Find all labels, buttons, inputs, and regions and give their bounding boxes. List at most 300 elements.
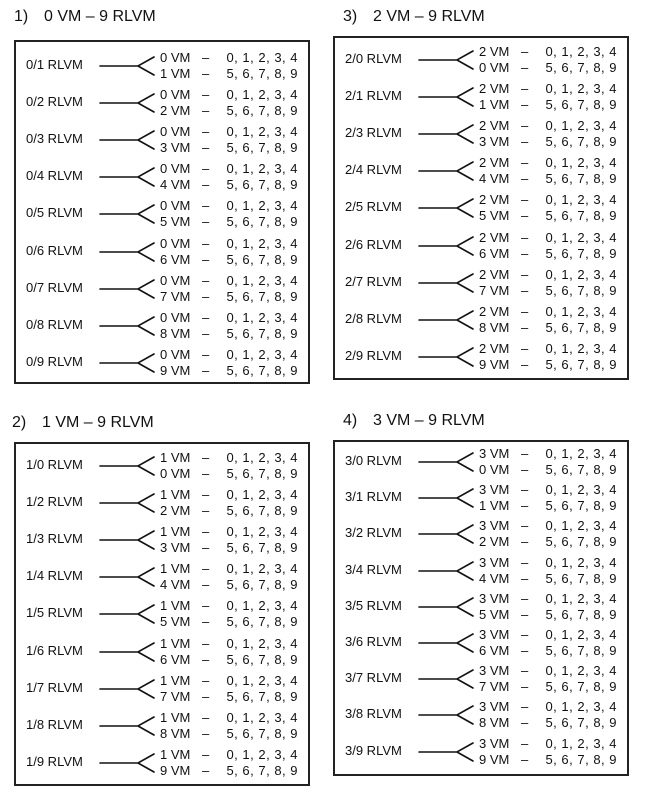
- vm-bottom: 1 VM: [479, 97, 510, 113]
- digits-top: 0, 1, 2, 3, 4: [226, 272, 298, 288]
- list-item: [16, 234, 308, 270]
- rlvm-label: 1/0 RLVM: [26, 457, 83, 472]
- fork-connector-icon: [98, 634, 156, 670]
- dash-separator: –: [202, 635, 210, 651]
- digits-top: 0, 1, 2, 3, 4: [226, 746, 298, 762]
- group-box: [14, 442, 310, 786]
- list-item: [16, 271, 308, 307]
- vm-bottom: 5 VM: [479, 606, 510, 622]
- vm-bottom: 8 VM: [160, 325, 191, 341]
- list-item: [335, 153, 627, 189]
- digits-bottom: 5, 6, 7, 8, 9: [226, 251, 298, 267]
- digits-bottom: 5, 6, 7, 8, 9: [226, 140, 298, 156]
- group-box: [14, 40, 310, 384]
- fork-connector-icon: [417, 228, 475, 264]
- digits-bottom: 5, 6, 7, 8, 9: [226, 103, 298, 119]
- list-item: [335, 302, 627, 338]
- digits-top: 0, 1, 2, 3, 4: [545, 446, 617, 461]
- digits-top: 0, 1, 2, 3, 4: [226, 198, 298, 214]
- vm-bottom: 8 VM: [479, 319, 510, 335]
- fork-connector-icon: [98, 85, 156, 121]
- vm-top: 3 VM: [479, 446, 510, 461]
- digits-bottom: 5, 6, 7, 8, 9: [226, 66, 298, 81]
- digits-bottom: 5, 6, 7, 8, 9: [226, 214, 298, 230]
- dash-separator: –: [202, 614, 210, 630]
- dash-separator: –: [202, 561, 210, 577]
- dash-separator: –: [202, 466, 210, 481]
- digits-top: 0, 1, 2, 3, 4: [545, 340, 617, 356]
- list-item: [335, 553, 627, 589]
- dash-separator: –: [521, 97, 529, 113]
- fork-connector-icon: [417, 480, 475, 516]
- digits-bottom: 5, 6, 7, 8, 9: [226, 288, 298, 304]
- rlvm-label: 0/2 RLVM: [26, 94, 83, 110]
- dash-separator: –: [202, 140, 210, 156]
- vm-top: 1 VM: [160, 709, 191, 725]
- dash-separator: –: [521, 715, 529, 731]
- dash-separator: –: [521, 208, 529, 224]
- fork-connector-icon: [98, 196, 156, 232]
- dash-separator: –: [202, 362, 210, 378]
- dash-separator: –: [202, 540, 210, 556]
- digits-bottom: 5, 6, 7, 8, 9: [226, 762, 298, 778]
- digits-bottom: 5, 6, 7, 8, 9: [545, 171, 617, 187]
- dash-separator: –: [521, 627, 529, 642]
- vm-top: 1 VM: [160, 746, 191, 762]
- dash-separator: –: [202, 688, 210, 704]
- vm-bottom: 0 VM: [479, 60, 510, 75]
- list-item: [16, 745, 308, 781]
- group-number: 4): [343, 412, 358, 429]
- vm-top: 3 VM: [479, 482, 510, 498]
- rlvm-label: 3/0 RLVM: [345, 453, 402, 468]
- dash-separator: –: [202, 346, 210, 362]
- dash-separator: –: [202, 651, 210, 667]
- dash-separator: –: [202, 124, 210, 140]
- list-item: [335, 589, 627, 625]
- dash-separator: –: [521, 554, 529, 570]
- rlvm-label: 1/7 RLVM: [26, 679, 83, 695]
- vm-top: 3 VM: [479, 627, 510, 642]
- dash-separator: –: [521, 462, 529, 477]
- vm-top: 2 VM: [479, 192, 510, 208]
- list-item: [335, 79, 627, 115]
- vm-top: 0 VM: [160, 50, 191, 65]
- vm-bottom: 6 VM: [160, 251, 191, 267]
- digits-top: 0, 1, 2, 3, 4: [226, 561, 298, 577]
- vm-top: 0 VM: [160, 161, 191, 177]
- vm-top: 2 VM: [479, 340, 510, 356]
- rlvm-label: 2/5 RLVM: [345, 199, 402, 215]
- list-item: [335, 42, 627, 78]
- dash-separator: –: [521, 319, 529, 335]
- dash-separator: –: [521, 44, 529, 59]
- dash-separator: –: [202, 161, 210, 177]
- rlvm-label: 0/6 RLVM: [26, 242, 83, 258]
- digits-bottom: 5, 6, 7, 8, 9: [226, 325, 298, 341]
- digits-bottom: 5, 6, 7, 8, 9: [226, 177, 298, 193]
- vm-top: 3 VM: [479, 554, 510, 570]
- fork-connector-icon: [98, 596, 156, 632]
- rlvm-label: 2/3 RLVM: [345, 125, 402, 141]
- list-item: [16, 122, 308, 158]
- vm-bottom: 6 VM: [479, 245, 510, 261]
- dash-separator: –: [521, 446, 529, 461]
- rlvm-label: 2/9 RLVM: [345, 347, 402, 363]
- vm-top: 2 VM: [479, 266, 510, 282]
- vm-bottom: 4 VM: [479, 171, 510, 187]
- rlvm-label: 2/0 RLVM: [345, 51, 402, 66]
- digits-top: 0, 1, 2, 3, 4: [545, 699, 617, 715]
- digits-top: 0, 1, 2, 3, 4: [545, 192, 617, 208]
- fork-connector-icon: [417, 516, 475, 552]
- group-title: 3 VM – 9 RLVM: [373, 412, 485, 429]
- digits-bottom: 5, 6, 7, 8, 9: [545, 498, 617, 514]
- digits-bottom: 5, 6, 7, 8, 9: [545, 208, 617, 224]
- rlvm-label: 1/3 RLVM: [26, 531, 83, 547]
- fork-connector-icon: [98, 745, 156, 781]
- vm-top: 1 VM: [160, 487, 191, 503]
- list-item: [335, 516, 627, 552]
- rlvm-label: 3/7 RLVM: [345, 670, 402, 686]
- dash-separator: –: [521, 643, 529, 658]
- list-item: [16, 159, 308, 195]
- digits-bottom: 5, 6, 7, 8, 9: [226, 540, 298, 556]
- list-item: [335, 734, 627, 770]
- vm-bottom: 9 VM: [160, 762, 191, 778]
- dash-separator: –: [202, 66, 210, 81]
- list-item: [335, 480, 627, 516]
- rlvm-label: 3/8 RLVM: [345, 706, 402, 722]
- dash-separator: –: [521, 498, 529, 514]
- rlvm-label: 1/6 RLVM: [26, 642, 83, 658]
- digits-top: 0, 1, 2, 3, 4: [226, 161, 298, 177]
- rlvm-label: 1/4 RLVM: [26, 568, 83, 584]
- dash-separator: –: [521, 663, 529, 679]
- fork-connector-icon: [98, 271, 156, 307]
- vm-bottom: 2 VM: [160, 503, 191, 519]
- group-box: [333, 440, 629, 776]
- digits-top: 0, 1, 2, 3, 4: [545, 735, 617, 751]
- vm-bottom: 1 VM: [479, 498, 510, 514]
- dash-separator: –: [521, 751, 529, 767]
- vm-top: 0 VM: [160, 198, 191, 214]
- fork-connector-icon: [98, 522, 156, 558]
- rlvm-label: 1/8 RLVM: [26, 716, 83, 732]
- fork-connector-icon: [417, 302, 475, 338]
- list-item: [16, 345, 308, 381]
- digits-top: 0, 1, 2, 3, 4: [545, 482, 617, 498]
- group-title: 0 VM – 9 RLVM: [44, 8, 156, 25]
- dash-separator: –: [521, 482, 529, 498]
- vm-bottom: 7 VM: [160, 688, 191, 704]
- fork-connector-icon: [98, 48, 156, 84]
- dash-separator: –: [521, 171, 529, 187]
- group-heading: [14, 8, 156, 26]
- dash-separator: –: [521, 534, 529, 550]
- dash-separator: –: [521, 229, 529, 245]
- rlvm-label: 2/1 RLVM: [345, 88, 402, 104]
- digits-top: 0, 1, 2, 3, 4: [226, 524, 298, 540]
- group-number: 2): [12, 414, 27, 431]
- digits-top: 0, 1, 2, 3, 4: [226, 487, 298, 503]
- list-item: [16, 671, 308, 707]
- list-item: [16, 448, 308, 484]
- digits-bottom: 5, 6, 7, 8, 9: [545, 715, 617, 731]
- list-item: [16, 708, 308, 744]
- vm-top: 3 VM: [479, 590, 510, 606]
- digits-top: 0, 1, 2, 3, 4: [545, 663, 617, 679]
- dash-separator: –: [202, 598, 210, 614]
- fork-connector-icon: [98, 308, 156, 344]
- dash-separator: –: [202, 577, 210, 593]
- group-heading: [343, 412, 485, 430]
- rlvm-label: 3/4 RLVM: [345, 561, 402, 577]
- dash-separator: –: [202, 487, 210, 503]
- dash-separator: –: [202, 214, 210, 230]
- digits-top: 0, 1, 2, 3, 4: [545, 81, 617, 97]
- vm-bottom: 6 VM: [160, 651, 191, 667]
- dash-separator: –: [202, 309, 210, 325]
- fork-connector-icon: [417, 625, 475, 661]
- dash-separator: –: [521, 81, 529, 97]
- dash-separator: –: [202, 235, 210, 251]
- dash-separator: –: [202, 50, 210, 65]
- rlvm-label: 0/9 RLVM: [26, 353, 83, 369]
- digits-top: 0, 1, 2, 3, 4: [226, 124, 298, 140]
- vm-bottom: 4 VM: [160, 177, 191, 193]
- dash-separator: –: [202, 288, 210, 304]
- rlvm-label: 0/7 RLVM: [26, 279, 83, 295]
- vm-bottom: 6 VM: [479, 643, 510, 658]
- rlvm-label: 2/6 RLVM: [345, 236, 402, 252]
- group-title: 2 VM – 9 RLVM: [373, 8, 485, 25]
- digits-bottom: 5, 6, 7, 8, 9: [226, 614, 298, 630]
- vm-top: 0 VM: [160, 309, 191, 325]
- rlvm-label: 3/1 RLVM: [345, 489, 402, 505]
- rlvm-label: 3/9 RLVM: [345, 742, 402, 758]
- vm-top: 3 VM: [479, 663, 510, 679]
- dash-separator: –: [202, 198, 210, 214]
- vm-bottom: 1 VM: [160, 66, 191, 81]
- digits-top: 0, 1, 2, 3, 4: [226, 346, 298, 362]
- digits-top: 0, 1, 2, 3, 4: [226, 450, 298, 465]
- rlvm-label: 3/5 RLVM: [345, 597, 402, 613]
- digits-top: 0, 1, 2, 3, 4: [545, 155, 617, 171]
- list-item: [16, 308, 308, 344]
- dash-separator: –: [521, 735, 529, 751]
- rlvm-label: 2/7 RLVM: [345, 273, 402, 289]
- digits-bottom: 5, 6, 7, 8, 9: [545, 356, 617, 372]
- digits-bottom: 5, 6, 7, 8, 9: [545, 679, 617, 695]
- digits-top: 0, 1, 2, 3, 4: [545, 303, 617, 319]
- digits-bottom: 5, 6, 7, 8, 9: [545, 643, 617, 658]
- digits-bottom: 5, 6, 7, 8, 9: [545, 462, 617, 477]
- dash-separator: –: [521, 570, 529, 586]
- digits-bottom: 5, 6, 7, 8, 9: [226, 651, 298, 667]
- rlvm-label: 2/8 RLVM: [345, 310, 402, 326]
- vm-top: 0 VM: [160, 346, 191, 362]
- dash-separator: –: [521, 356, 529, 372]
- digits-bottom: 5, 6, 7, 8, 9: [226, 688, 298, 704]
- vm-bottom: 7 VM: [160, 288, 191, 304]
- vm-bottom: 0 VM: [160, 466, 191, 481]
- digits-bottom: 5, 6, 7, 8, 9: [545, 570, 617, 586]
- vm-bottom: 0 VM: [479, 462, 510, 477]
- digits-top: 0, 1, 2, 3, 4: [226, 635, 298, 651]
- group-number: 1): [14, 8, 29, 25]
- list-item: [16, 634, 308, 670]
- vm-bottom: 5 VM: [160, 214, 191, 230]
- fork-connector-icon: [98, 122, 156, 158]
- fork-connector-icon: [417, 265, 475, 301]
- vm-top: 2 VM: [479, 118, 510, 134]
- vm-bottom: 4 VM: [479, 570, 510, 586]
- vm-top: 3 VM: [479, 699, 510, 715]
- dash-separator: –: [521, 303, 529, 319]
- list-item: [335, 661, 627, 697]
- fork-connector-icon: [98, 345, 156, 381]
- dash-separator: –: [202, 709, 210, 725]
- digits-top: 0, 1, 2, 3, 4: [545, 518, 617, 534]
- rlvm-label: 0/5 RLVM: [26, 205, 83, 221]
- list-item: [16, 196, 308, 232]
- dash-separator: –: [521, 266, 529, 282]
- list-item: [335, 444, 627, 480]
- dash-separator: –: [202, 87, 210, 103]
- fork-connector-icon: [98, 559, 156, 595]
- vm-top: 1 VM: [160, 561, 191, 577]
- list-item: [335, 228, 627, 264]
- dash-separator: –: [202, 251, 210, 267]
- list-item: [335, 697, 627, 733]
- dash-separator: –: [521, 679, 529, 695]
- fork-connector-icon: [98, 671, 156, 707]
- digits-top: 0, 1, 2, 3, 4: [545, 229, 617, 245]
- fork-connector-icon: [98, 708, 156, 744]
- fork-connector-icon: [417, 42, 475, 78]
- rlvm-label: 0/8 RLVM: [26, 316, 83, 332]
- dash-separator: –: [521, 134, 529, 150]
- list-item: [335, 116, 627, 152]
- digits-bottom: 5, 6, 7, 8, 9: [545, 97, 617, 113]
- group-heading: [343, 8, 485, 26]
- list-item: [335, 625, 627, 661]
- vm-top: 3 VM: [479, 518, 510, 534]
- dash-separator: –: [521, 282, 529, 298]
- vm-bottom: 3 VM: [160, 540, 191, 556]
- fork-connector-icon: [417, 339, 475, 375]
- vm-top: 2 VM: [479, 44, 510, 59]
- dash-separator: –: [202, 503, 210, 519]
- dash-separator: –: [202, 762, 210, 778]
- dash-separator: –: [521, 118, 529, 134]
- digits-bottom: 5, 6, 7, 8, 9: [545, 606, 617, 622]
- fork-connector-icon: [417, 116, 475, 152]
- dash-separator: –: [202, 524, 210, 540]
- digits-bottom: 5, 6, 7, 8, 9: [226, 725, 298, 741]
- dash-separator: –: [521, 518, 529, 534]
- dash-separator: –: [521, 699, 529, 715]
- fork-connector-icon: [98, 448, 156, 484]
- fork-connector-icon: [417, 589, 475, 625]
- vm-top: 0 VM: [160, 235, 191, 251]
- vm-top: 0 VM: [160, 272, 191, 288]
- dash-separator: –: [202, 103, 210, 119]
- digits-top: 0, 1, 2, 3, 4: [226, 309, 298, 325]
- list-item: [16, 559, 308, 595]
- fork-connector-icon: [417, 190, 475, 226]
- dash-separator: –: [521, 245, 529, 261]
- vm-top: 2 VM: [479, 303, 510, 319]
- digits-bottom: 5, 6, 7, 8, 9: [545, 282, 617, 298]
- vm-bottom: 4 VM: [160, 577, 191, 593]
- dash-separator: –: [202, 325, 210, 341]
- digits-bottom: 5, 6, 7, 8, 9: [226, 577, 298, 593]
- rlvm-label: 1/5 RLVM: [26, 605, 83, 621]
- group-box: [333, 36, 629, 380]
- dash-separator: –: [202, 272, 210, 288]
- fork-connector-icon: [98, 159, 156, 195]
- group-title: 1 VM – 9 RLVM: [42, 414, 154, 431]
- vm-bottom: 9 VM: [479, 356, 510, 372]
- digits-top: 0, 1, 2, 3, 4: [545, 266, 617, 282]
- rlvm-label: 1/2 RLVM: [26, 494, 83, 510]
- rlvm-label: 0/1 RLVM: [26, 57, 83, 72]
- digits-bottom: 5, 6, 7, 8, 9: [226, 362, 298, 378]
- digits-bottom: 5, 6, 7, 8, 9: [545, 60, 617, 75]
- rlvm-label: 0/3 RLVM: [26, 131, 83, 147]
- fork-connector-icon: [417, 553, 475, 589]
- digits-bottom: 5, 6, 7, 8, 9: [545, 134, 617, 150]
- vm-top: 0 VM: [160, 87, 191, 103]
- list-item: [16, 48, 308, 84]
- list-item: [16, 85, 308, 121]
- vm-top: 1 VM: [160, 672, 191, 688]
- dash-separator: –: [202, 746, 210, 762]
- digits-top: 0, 1, 2, 3, 4: [226, 598, 298, 614]
- rlvm-label: 1/9 RLVM: [26, 753, 83, 769]
- digits-top: 0, 1, 2, 3, 4: [226, 87, 298, 103]
- vm-bottom: 9 VM: [479, 751, 510, 767]
- dash-separator: –: [521, 590, 529, 606]
- list-item: [335, 339, 627, 375]
- dash-separator: –: [202, 672, 210, 688]
- digits-bottom: 5, 6, 7, 8, 9: [226, 503, 298, 519]
- fork-connector-icon: [417, 734, 475, 770]
- digits-bottom: 5, 6, 7, 8, 9: [545, 319, 617, 335]
- digits-top: 0, 1, 2, 3, 4: [226, 709, 298, 725]
- list-item: [335, 190, 627, 226]
- vm-bottom: 2 VM: [160, 103, 191, 119]
- dash-separator: –: [521, 155, 529, 171]
- group-number: 3): [343, 8, 358, 25]
- dash-separator: –: [521, 60, 529, 75]
- dash-separator: –: [521, 192, 529, 208]
- digits-top: 0, 1, 2, 3, 4: [545, 118, 617, 134]
- vm-bottom: 2 VM: [479, 534, 510, 550]
- fork-connector-icon: [98, 234, 156, 270]
- digits-top: 0, 1, 2, 3, 4: [226, 50, 298, 65]
- vm-top: 2 VM: [479, 229, 510, 245]
- digits-top: 0, 1, 2, 3, 4: [545, 627, 617, 642]
- vm-bottom: 5 VM: [479, 208, 510, 224]
- rlvm-label: 3/6 RLVM: [345, 634, 402, 649]
- dash-separator: –: [202, 725, 210, 741]
- vm-bottom: 7 VM: [479, 282, 510, 298]
- rlvm-label: 0/4 RLVM: [26, 168, 83, 184]
- rlvm-label: 3/2 RLVM: [345, 525, 402, 541]
